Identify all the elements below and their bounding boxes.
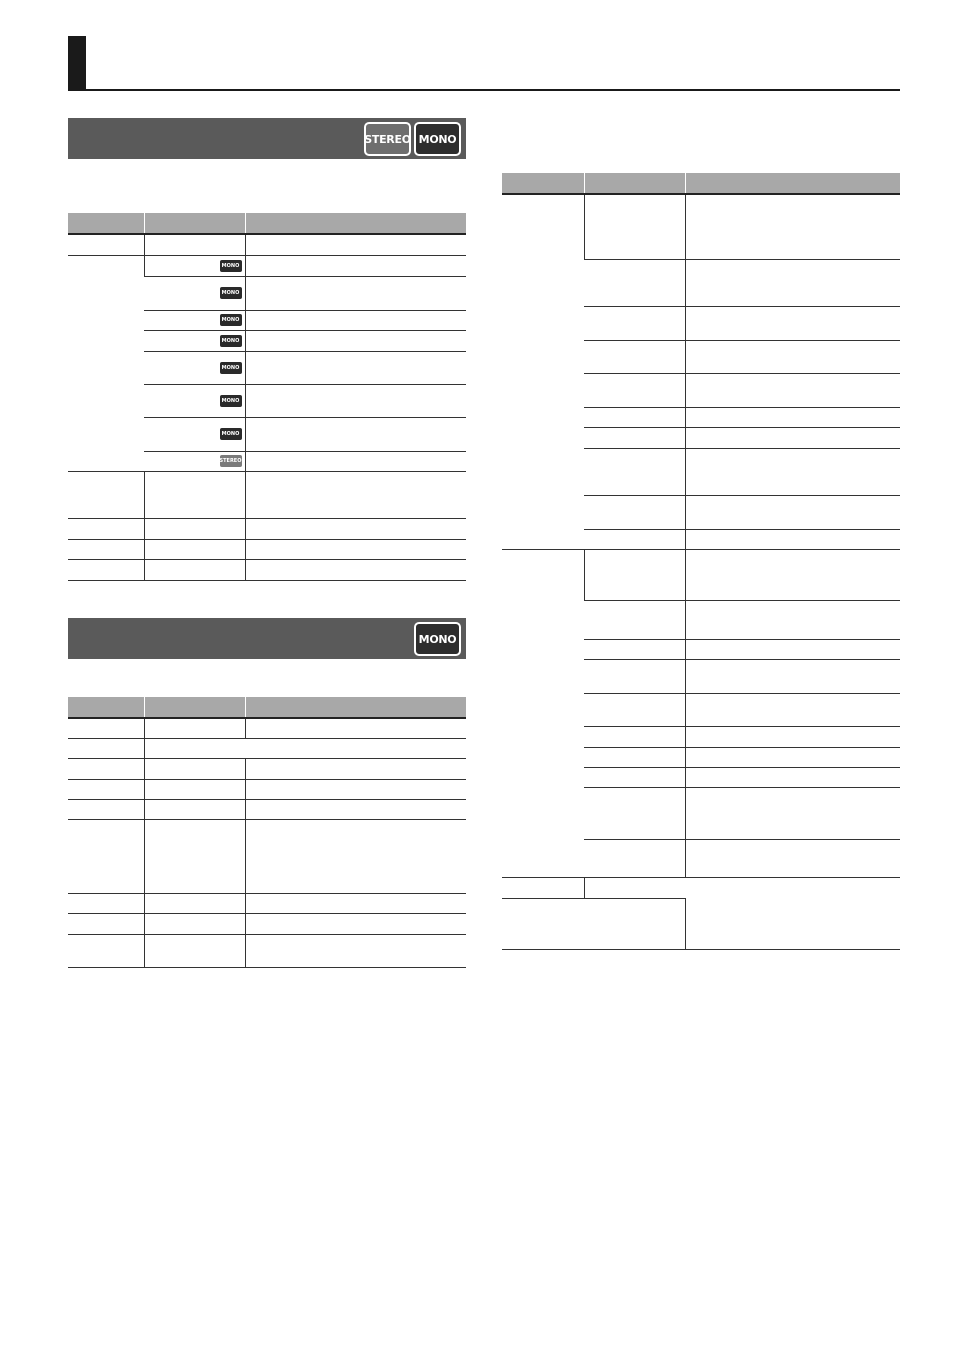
- table-row: [68, 234, 466, 255]
- mono-chip: MONO: [220, 287, 242, 299]
- table-row: [502, 877, 900, 898]
- table-row: [68, 779, 466, 799]
- table-header-row: [68, 213, 466, 234]
- section-2-table: [68, 697, 466, 968]
- mono-chip: MONO: [220, 428, 242, 440]
- table-row: [68, 471, 466, 518]
- table-header-row: [502, 173, 900, 194]
- table-row: [68, 819, 466, 893]
- table-row: [68, 913, 466, 934]
- section-header-1: [68, 118, 466, 159]
- table-row: [68, 893, 466, 913]
- table-row: [502, 549, 900, 600]
- table-row: [502, 898, 900, 949]
- table-row: [68, 518, 466, 539]
- table-row: [502, 194, 900, 259]
- right-table: [502, 173, 900, 950]
- chapter-tab: [68, 36, 86, 90]
- section-2-badges: [414, 622, 461, 656]
- table-header-row: [68, 697, 466, 718]
- mono-chip: MONO: [220, 395, 242, 407]
- mono-chip: MONO: [220, 362, 242, 374]
- stereo-chip: STEREO: [220, 455, 242, 467]
- mono-chip: MONO: [220, 314, 242, 326]
- title-rule: [68, 89, 900, 91]
- table-row: [68, 718, 466, 738]
- table-row: [68, 738, 466, 758]
- table-row: [68, 255, 466, 276]
- table-row: [68, 559, 466, 580]
- section-1-badges: [364, 122, 461, 156]
- section-1-table: [68, 213, 466, 581]
- table-row: [68, 758, 466, 779]
- mono-badge: MONO: [414, 122, 461, 156]
- mono-chip: MONO: [220, 335, 242, 347]
- table-row: [68, 539, 466, 559]
- section-header-2: [68, 618, 466, 659]
- table-row: [68, 799, 466, 819]
- mono-badge: MONO: [414, 622, 461, 656]
- table-row: [68, 934, 466, 967]
- stereo-badge: STEREO: [364, 122, 411, 156]
- mono-chip: MONO: [220, 260, 242, 272]
